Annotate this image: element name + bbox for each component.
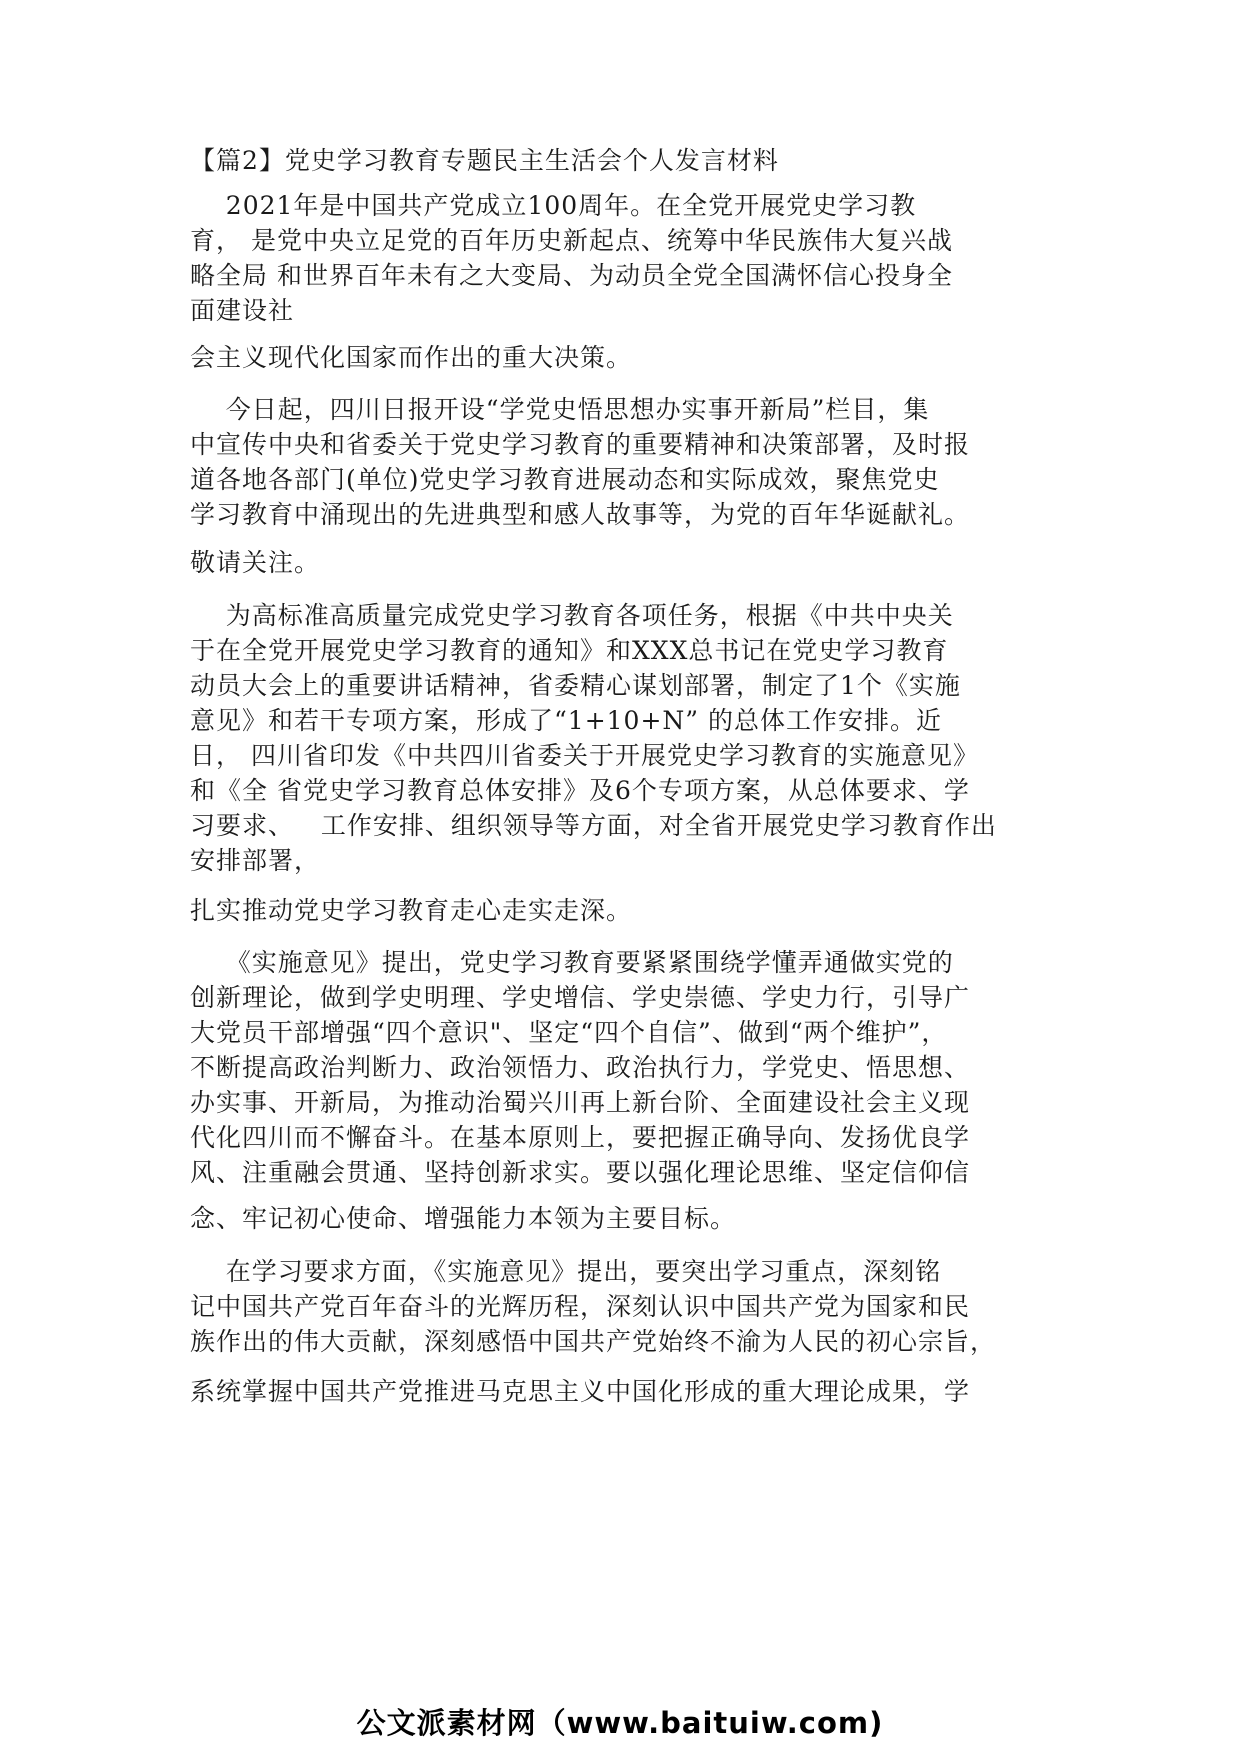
text-line: 系统掌握中国共产党推进马克思主义中国化形成的重大理论成果，学 bbox=[190, 1377, 971, 1406]
paragraph-1 bbox=[190, 188, 953, 328]
text-line: 为高标准高质量完成党史学习教育各项任务，根据《中共中央关 bbox=[190, 601, 954, 630]
text-line: 中宣传中央和省委关于党史学习教育的重要精神和决策部署，及时报 bbox=[190, 430, 971, 459]
paragraph-8 bbox=[190, 1201, 736, 1236]
text-line: 扎实推动党史学习教育走心走实走深。 bbox=[190, 896, 633, 925]
paragraph-6 bbox=[190, 893, 632, 928]
text-line: 学习教育中涌现出的先进典型和感人故事等，为党的百年华诞献礼。 bbox=[190, 500, 971, 529]
title-line: 【篇2】党史学习教育专题民主生活会个人发言材料 bbox=[190, 146, 779, 175]
text-line: 道各地各部门(单位)党史学习教育进展动态和实际成效，聚焦党史 bbox=[190, 465, 940, 494]
text-line: 会主义现代化国家而作出的重大决策。 bbox=[190, 343, 633, 372]
text-line: 于在全党开展党史学习教育的通知》和XXX总书记在党史学习教育 bbox=[190, 636, 949, 665]
text-line: 意见》和若干专项方案，形成了“1+10+N” 的总体工作安排。近 bbox=[190, 706, 942, 735]
text-line: 办实事、开新局，为推动治蜀兴川再上新台阶、全面建设社会主义现 bbox=[190, 1088, 971, 1117]
text-line: 记中国共产党百年奋斗的光辉历程，深刻认识中国共产党为国家和民 bbox=[190, 1292, 971, 1321]
paragraph-3 bbox=[190, 392, 970, 532]
footer-text: 公文派素材网（www.baituiw.com) bbox=[356, 1706, 884, 1740]
text-line: 安排部署， bbox=[190, 846, 321, 875]
text-line: 念、牢记初心使命、增强能力本领为主要目标。 bbox=[190, 1204, 737, 1233]
paragraph-9 bbox=[190, 1254, 996, 1359]
text-line: 在学习要求方面，《实施意见》提出，要突出学习重点，深刻铭 bbox=[190, 1257, 942, 1286]
text-line: 习要求、 工作安排、组织领导等方面，对全省开展党史学习教育作出 bbox=[190, 811, 997, 840]
text-line: 风、注重融会贯通、坚持创新求实。要以强化理论思维、坚定信仰信 bbox=[190, 1158, 971, 1187]
text-line: 日， 四川省印发《中共四川省委关于开展党史学习教育的实施意见》 bbox=[190, 741, 979, 770]
text-line: 育， 是党中央立足党的百年历史新起点、统筹中华民族伟大复兴战 bbox=[190, 226, 953, 255]
text-line: 《实施意见》提出，党史学习教育要紧紧围绕学懂弄通做实党的 bbox=[190, 948, 954, 977]
text-line: 代化四川而不懈奋斗。在基本原则上，要把握正确导向、发扬优良学 bbox=[190, 1123, 971, 1152]
text-line: 创新理论，做到学史明理、学史增信、学史崇德、学史力行，引导广 bbox=[190, 983, 971, 1012]
text-line: 大党员干部增强“四个意识"、坚定“四个自信”、做到“两个维护”， bbox=[190, 1018, 948, 1047]
document-title bbox=[190, 143, 779, 178]
footer-watermark bbox=[0, 1705, 1240, 1741]
paragraph-7 bbox=[190, 945, 970, 1190]
paragraph-4 bbox=[190, 545, 320, 580]
text-line: 面建设社 bbox=[190, 296, 295, 325]
paragraph-2 bbox=[190, 340, 632, 375]
text-line: 今日起，四川日报开设“学党史悟思想办实事开新局”栏目，集 bbox=[190, 395, 930, 424]
text-line: 2021年是中国共产党成立100周年。在全党开展党史学习教 bbox=[190, 191, 917, 220]
text-line: 略全局 和世界百年未有之大变局、为动员全党全国满怀信心投身全 bbox=[190, 261, 953, 290]
paragraph-10 bbox=[190, 1374, 970, 1409]
paragraph-5 bbox=[190, 598, 997, 878]
text-line: 动员大会上的重要讲话精神，省委精心谋划部署，制定了1个《实施 bbox=[190, 671, 961, 700]
text-line: 族作出的伟大贡献，深刻感悟中国共产党始终不渝为人民的初心宗旨， bbox=[190, 1327, 997, 1356]
text-line: 敬请关注。 bbox=[190, 548, 321, 577]
text-line: 不断提高政治判断力、政治领悟力、政治执行力，学党史、悟思想、 bbox=[190, 1053, 971, 1082]
text-line: 和《全 省党史学习教育总体安排》及6个专项方案，从总体要求、学 bbox=[190, 776, 970, 805]
